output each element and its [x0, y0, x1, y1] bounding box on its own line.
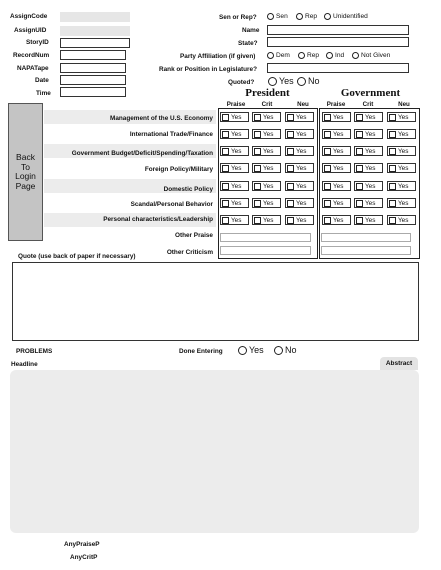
quoted-label: Quoted?	[228, 79, 255, 86]
checkbox-label: Yes	[365, 199, 376, 207]
checkbox-label: Yes	[231, 164, 242, 172]
government-praise-row5-checkbox[interactable]	[322, 181, 351, 191]
government-neu-row7-checkbox[interactable]	[387, 215, 416, 225]
checkbox-square-icon	[324, 200, 331, 207]
checkbox-square-icon	[287, 217, 294, 224]
government-crit-row2-checkbox[interactable]	[354, 129, 383, 139]
government-crit-row6-checkbox[interactable]	[354, 198, 383, 208]
checkbox-square-icon	[287, 114, 294, 121]
government-crit-row1-checkbox[interactable]	[354, 112, 383, 122]
checkbox-square-icon	[356, 200, 363, 207]
back-label-4: Page	[15, 180, 36, 191]
checkbox-square-icon	[222, 165, 229, 172]
president-crit-row7-checkbox[interactable]	[252, 215, 281, 225]
government-praise-row1-checkbox[interactable]	[322, 112, 351, 122]
checkbox-square-icon	[389, 217, 396, 224]
government-praise-row6-checkbox[interactable]	[322, 198, 351, 208]
checkbox-square-icon	[324, 183, 331, 190]
government-other-praise-input[interactable]	[321, 233, 411, 242]
government-header: Government	[340, 87, 401, 99]
checkbox-label: Yes	[365, 147, 376, 155]
done-no-radio[interactable]: No	[274, 345, 297, 355]
checkbox-square-icon	[389, 165, 396, 172]
checkbox-label: Yes	[365, 182, 376, 190]
rep-party-radio[interactable]: Rep	[298, 52, 319, 59]
assign-code-field	[60, 12, 130, 22]
quoted-yes-radio[interactable]: Yes	[268, 76, 294, 86]
checkbox-square-icon	[287, 183, 294, 190]
quoted-no-radio[interactable]: No	[297, 76, 320, 86]
any-crit-label: AnyCritP	[70, 554, 98, 561]
president-crit-row4-checkbox[interactable]	[252, 163, 281, 173]
checkbox-square-icon	[356, 114, 363, 121]
president-praise-row4-checkbox[interactable]	[220, 163, 249, 173]
row-label-foreign-policy: Foreign Policy/Military	[144, 166, 213, 173]
government-neu-header: Neu	[398, 101, 410, 108]
president-praise-row1-checkbox[interactable]	[220, 112, 249, 122]
checkbox-label: Yes	[333, 130, 344, 138]
president-praise-row7-checkbox[interactable]	[220, 215, 249, 225]
president-neu-row7-checkbox[interactable]	[285, 215, 314, 225]
back-label-1: Back	[16, 152, 35, 162]
government-praise-row4-checkbox[interactable]	[322, 163, 351, 173]
president-crit-header: Crit	[261, 101, 273, 108]
any-praise-label: AnyPraiseP	[64, 541, 100, 548]
checkbox-label: Yes	[296, 199, 307, 207]
checkbox-label: Yes	[263, 216, 274, 224]
checkbox-label: Yes	[333, 216, 344, 224]
checkbox-square-icon	[324, 131, 331, 138]
napa-tape-input[interactable]	[60, 63, 126, 73]
president-crit-row5-checkbox[interactable]	[252, 181, 281, 191]
checkbox-square-icon	[356, 165, 363, 172]
napa-tape-label: NAPATape	[17, 65, 49, 72]
story-id-input[interactable]	[60, 38, 130, 48]
sen-radio[interactable]: Sen	[267, 13, 288, 20]
radio-circle-icon	[324, 13, 331, 20]
checkbox-label: Yes	[263, 147, 274, 155]
checkbox-label: Yes	[398, 216, 409, 224]
government-other-criticism-input[interactable]	[321, 246, 411, 255]
president-crit-row1-checkbox[interactable]	[252, 112, 281, 122]
radio-circle-icon	[267, 52, 274, 59]
other-praise-label: Other Praise	[174, 232, 213, 239]
government-crit-row7-checkbox[interactable]	[354, 215, 383, 225]
problems-label: PROBLEMS	[16, 348, 53, 355]
row-label-budget: Government Budget/Deficit/Spending/Taxation	[71, 150, 213, 157]
president-praise-row6-checkbox[interactable]	[220, 198, 249, 208]
government-neu-row5-checkbox[interactable]	[387, 181, 416, 191]
checkbox-label: Yes	[333, 199, 344, 207]
checkbox-square-icon	[324, 148, 331, 155]
radio-circle-icon	[297, 77, 306, 86]
checkbox-label: Yes	[263, 182, 274, 190]
unidentified-radio[interactable]: Unidentified	[324, 13, 368, 20]
back-label-2: To	[21, 161, 30, 172]
president-other-praise-input[interactable]	[220, 233, 311, 242]
checkbox-square-icon	[222, 183, 229, 190]
checkbox-label: Yes	[398, 130, 409, 138]
checkbox-square-icon	[287, 148, 294, 155]
president-praise-row2-checkbox[interactable]	[220, 129, 249, 139]
president-neu-header: Neu	[297, 101, 309, 108]
checkbox-label: Yes	[296, 147, 307, 155]
row-label-domestic-policy: Domestic Policy	[163, 186, 213, 193]
checkbox-label: Yes	[365, 216, 376, 224]
checkbox-square-icon	[324, 217, 331, 224]
name-label: Name	[242, 27, 260, 34]
president-crit-row2-checkbox[interactable]	[252, 129, 281, 139]
government-crit-header: Crit	[362, 101, 374, 108]
president-neu-row4-checkbox[interactable]	[285, 163, 314, 173]
checkbox-square-icon	[222, 131, 229, 138]
president-neu-row1-checkbox[interactable]	[285, 112, 314, 122]
checkbox-square-icon	[356, 217, 363, 224]
checkbox-square-icon	[356, 183, 363, 190]
abstract-tab[interactable]	[380, 357, 418, 370]
checkbox-square-icon	[389, 183, 396, 190]
government-neu-row4-checkbox[interactable]	[387, 163, 416, 173]
president-header: President	[245, 87, 290, 99]
checkbox-square-icon	[356, 131, 363, 138]
government-praise-header: Praise	[326, 101, 346, 108]
radio-circle-icon	[267, 13, 274, 20]
government-praise-row3-checkbox[interactable]	[322, 146, 351, 156]
assign-uid-label: AssignUID	[14, 27, 47, 34]
government-neu-row6-checkbox[interactable]	[387, 198, 416, 208]
government-crit-row4-checkbox[interactable]	[354, 163, 383, 173]
president-neu-row3-checkbox[interactable]	[285, 146, 314, 156]
radio-circle-icon	[238, 346, 247, 355]
checkbox-label: Yes	[296, 130, 307, 138]
checkbox-square-icon	[254, 183, 261, 190]
radio-circle-icon	[298, 52, 305, 59]
done-yes-radio[interactable]: Yes	[238, 345, 264, 355]
checkbox-label: Yes	[333, 182, 344, 190]
checkbox-label: Yes	[263, 199, 274, 207]
row-label-economy: Management of the U.S. Economy	[110, 115, 213, 122]
row-label-scandal: Scandal/Personal Behavior	[130, 201, 213, 208]
ind-radio[interactable]: Ind	[326, 52, 344, 59]
date-label: Date	[35, 77, 49, 84]
checkbox-square-icon	[389, 131, 396, 138]
checkbox-label: Yes	[263, 164, 274, 172]
president-neu-row5-checkbox[interactable]	[285, 181, 314, 191]
government-neu-row3-checkbox[interactable]	[387, 146, 416, 156]
checkbox-square-icon	[222, 148, 229, 155]
checkbox-label: Yes	[231, 130, 242, 138]
checkbox-label: Yes	[365, 130, 376, 138]
dem-radio[interactable]: Dem	[267, 52, 290, 59]
checkbox-square-icon	[389, 114, 396, 121]
quote-textarea[interactable]	[12, 262, 419, 341]
checkbox-square-icon	[324, 165, 331, 172]
checkbox-label: Yes	[296, 182, 307, 190]
sen-or-rep-label: Sen or Rep?	[219, 14, 257, 21]
checkbox-square-icon	[222, 200, 229, 207]
president-praise-row5-checkbox[interactable]	[220, 181, 249, 191]
checkbox-square-icon	[389, 200, 396, 207]
row-label-trade: International Trade/Finance	[129, 131, 213, 138]
president-neu-row2-checkbox[interactable]	[285, 129, 314, 139]
president-other-criticism-input[interactable]	[220, 246, 311, 255]
government-praise-row2-checkbox[interactable]	[322, 129, 351, 139]
radio-circle-icon	[326, 52, 333, 59]
radio-circle-icon	[268, 77, 277, 86]
checkbox-label: Yes	[398, 147, 409, 155]
checkbox-label: Yes	[365, 164, 376, 172]
checkbox-label: Yes	[231, 182, 242, 190]
back-label-3: Login	[15, 171, 36, 181]
done-entering-label: Done Entering	[179, 348, 223, 355]
checkbox-label: Yes	[263, 130, 274, 138]
checkbox-square-icon	[356, 148, 363, 155]
checkbox-label: Yes	[398, 164, 409, 172]
rank-position-label: Rank or Position in Legislature?	[159, 66, 258, 73]
checkbox-label: Yes	[231, 199, 242, 207]
checkbox-label: Yes	[296, 216, 307, 224]
government-neu-row2-checkbox[interactable]	[387, 129, 416, 139]
checkbox-square-icon	[389, 148, 396, 155]
not-given-radio[interactable]: Not Given	[352, 52, 390, 59]
back-to-login-button[interactable]	[8, 103, 43, 241]
checkbox-label: Yes	[231, 216, 242, 224]
checkbox-label: Yes	[263, 113, 274, 121]
assign-uid-field	[60, 26, 130, 36]
quote-label: Quote (use back of paper if necessary)	[18, 253, 136, 260]
headline-label: Headline	[11, 361, 38, 368]
checkbox-square-icon	[287, 131, 294, 138]
government-praise-row7-checkbox[interactable]	[322, 215, 351, 225]
checkbox-square-icon	[222, 114, 229, 121]
checkbox-label: Yes	[333, 113, 344, 121]
president-crit-row3-checkbox[interactable]	[252, 146, 281, 156]
story-id-label: StoryID	[26, 39, 49, 46]
radio-circle-icon	[296, 13, 303, 20]
headline-abstract-area[interactable]	[10, 370, 419, 533]
checkbox-label: Yes	[398, 199, 409, 207]
checkbox-label: Yes	[398, 182, 409, 190]
record-num-label: RecordNum	[13, 52, 50, 59]
checkbox-label: Yes	[333, 147, 344, 155]
checkbox-label: Yes	[296, 164, 307, 172]
abstract-label: Abstract	[385, 360, 413, 367]
checkbox-square-icon	[254, 217, 261, 224]
president-praise-header: Praise	[226, 101, 246, 108]
state-label: State?	[238, 40, 258, 47]
checkbox-label: Yes	[365, 113, 376, 121]
checkbox-square-icon	[287, 165, 294, 172]
checkbox-label: Yes	[231, 147, 242, 155]
checkbox-square-icon	[324, 114, 331, 121]
state-input[interactable]	[267, 37, 409, 47]
checkbox-label: Yes	[333, 164, 344, 172]
government-crit-row5-checkbox[interactable]	[354, 181, 383, 191]
president-neu-row6-checkbox[interactable]	[285, 198, 314, 208]
rank-position-input[interactable]	[267, 63, 409, 73]
checkbox-square-icon	[287, 200, 294, 207]
checkbox-square-icon	[254, 131, 261, 138]
president-crit-row6-checkbox[interactable]	[252, 198, 281, 208]
other-criticism-label: Other Criticism	[166, 249, 213, 256]
name-input[interactable]	[267, 25, 409, 35]
checkbox-label: Yes	[398, 113, 409, 121]
government-neu-row1-checkbox[interactable]	[387, 112, 416, 122]
government-crit-row3-checkbox[interactable]	[354, 146, 383, 156]
radio-circle-icon	[274, 346, 283, 355]
row-label-personal: Personal characteristics/Leadership	[103, 216, 213, 223]
time-input[interactable]	[60, 87, 126, 97]
president-praise-row3-checkbox[interactable]	[220, 146, 249, 156]
checkbox-label: Yes	[231, 113, 242, 121]
party-affiliation-label: Party Affiliation (if given)	[180, 53, 256, 60]
rep-radio[interactable]: Rep	[296, 13, 317, 20]
checkbox-square-icon	[222, 217, 229, 224]
checkbox-square-icon	[254, 148, 261, 155]
checkbox-square-icon	[254, 114, 261, 121]
radio-circle-icon	[352, 52, 359, 59]
checkbox-square-icon	[254, 165, 261, 172]
time-label: Time	[36, 90, 51, 97]
checkbox-label: Yes	[296, 113, 307, 121]
date-input[interactable]	[60, 75, 126, 85]
record-num-input[interactable]	[60, 50, 126, 60]
checkbox-square-icon	[254, 200, 261, 207]
assign-code-label: AssignCode	[10, 13, 48, 20]
